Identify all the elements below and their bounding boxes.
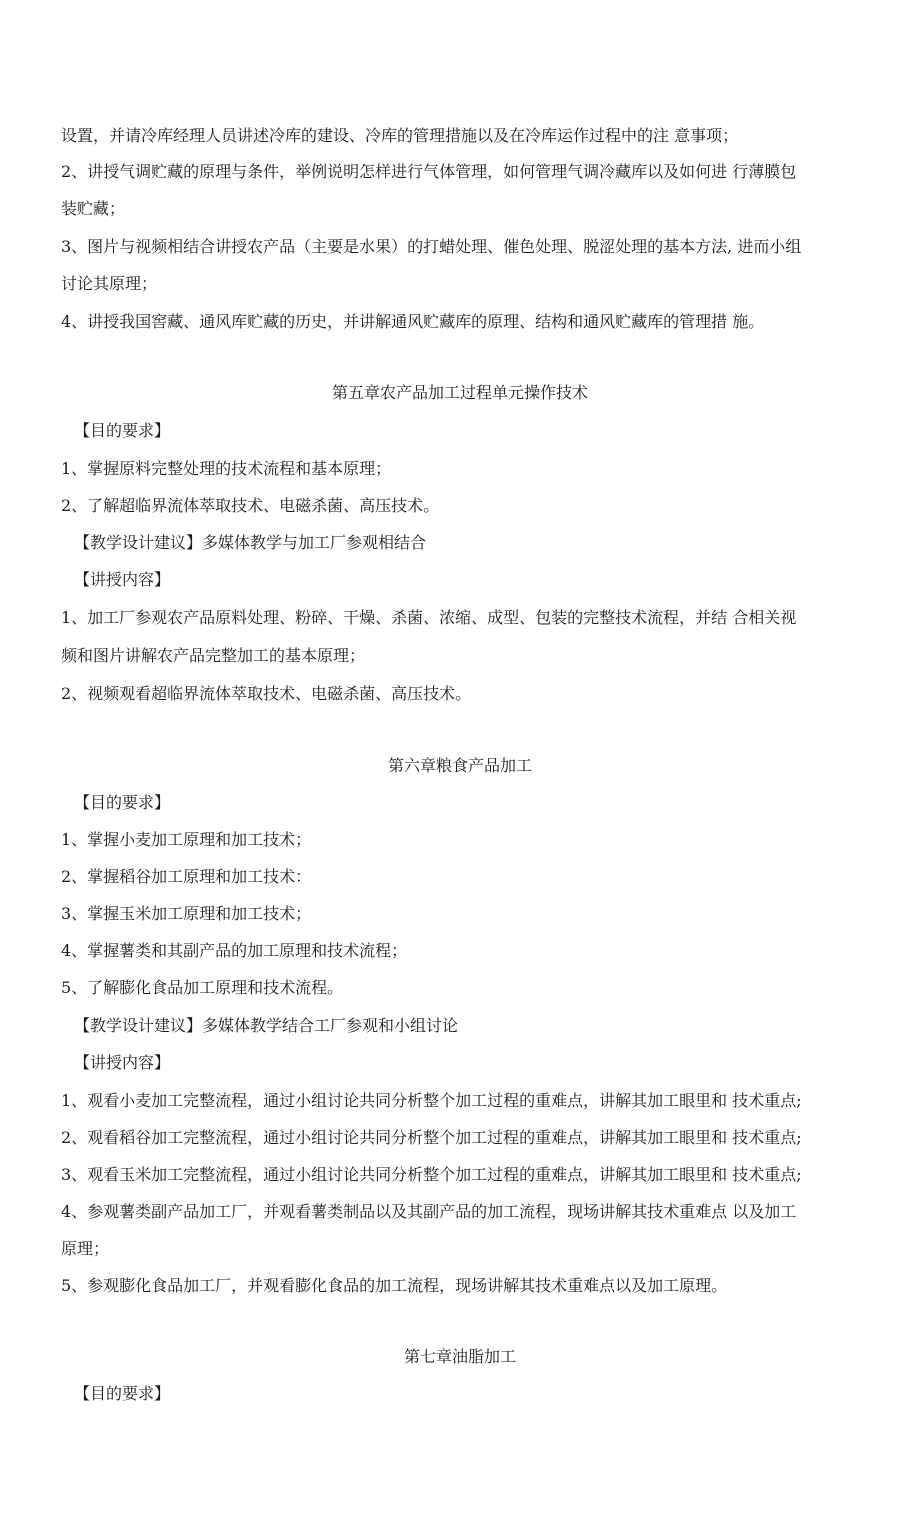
list-item: 2、掌握稻谷加工原理和加工技术： bbox=[61, 867, 312, 886]
paragraph-line: 3、图片与视频相结合讲授农产品（主要是水果）的打蜡处理、催色处理、脱涩处理的基本方法, 进而小组 bbox=[61, 237, 802, 256]
list-item: 5、参观膨化食品加工厂，并观看膨化食品的加工流程，现场讲解其技术重难点以及加工原理。 bbox=[61, 1276, 728, 1295]
list-item: 1、加工厂参观农产品原料处理、粉碎、干燥、杀菌、浓缩、成型、包装的完整技术流程，并结 合相关视 bbox=[61, 608, 797, 627]
section-label: 【讲授内容】 bbox=[74, 570, 171, 589]
paragraph-line: 4、讲授我国窖藏、通风库贮藏的历史，并讲解通风贮藏库的原理、结构和通风贮藏库的管理措 施。 bbox=[61, 312, 765, 331]
list-item: 2、了解超临界流体萃取技术、电磁杀菌、高压技术。 bbox=[61, 496, 440, 515]
chapter-heading: 第五章农产品加工过程单元操作技术 bbox=[331, 383, 588, 402]
list-item: 1、观看小麦加工完整流程，通过小组讨论共同分析整个加工过程的重难点，讲解其加工眼里和 技术重点; bbox=[61, 1091, 802, 1110]
list-item: 2、观看稻谷加工完整流程，通过小组讨论共同分析整个加工过程的重难点，讲解其加工眼里和 技术重点; bbox=[61, 1128, 802, 1147]
section-label: 【目的要求】 bbox=[74, 421, 171, 440]
section-label: 【讲授内容】 bbox=[74, 1053, 171, 1072]
section-label: 【目的要求】 bbox=[74, 793, 171, 812]
list-item: 频和图片讲解农产品完整加工的基本原理； bbox=[61, 646, 366, 665]
paragraph-line: 设置，并请冷库经理人员讲述冷库的建设、冷库的管理措施以及在冷库运作过程中的注 意事项； bbox=[61, 126, 739, 145]
section-label: 【目的要求】 bbox=[74, 1384, 171, 1403]
list-item: 1、掌握小麦加工原理和加工技术； bbox=[61, 830, 312, 849]
list-item: 1、掌握原料完整处理的技术流程和基本原理； bbox=[61, 459, 392, 478]
section-label: 【教学设计建议】多媒体教学结合工厂参观和小组讨论 bbox=[74, 1016, 459, 1035]
paragraph-line: 装贮藏； bbox=[61, 199, 126, 218]
section-label: 【教学设计建议】多媒体教学与加工厂参观相结合 bbox=[74, 533, 427, 552]
list-item: 4、参观薯类副产品加工厂，并观看薯类制品以及其副产品的加工流程，现场讲解其技术重难点 以及加工 bbox=[61, 1202, 797, 1221]
list-item: 3、观看玉米加工完整流程，通过小组讨论共同分析整个加工过程的重难点，讲解其加工眼里和 技术重点; bbox=[61, 1165, 802, 1184]
paragraph-line: 2、讲授气调贮藏的原理与条件，举例说明怎样进行气体管理，如何管理气调冷藏库以及如何进 行薄膜包 bbox=[61, 162, 797, 181]
list-item: 4、掌握薯类和其副产品的加工原理和技术流程； bbox=[61, 941, 408, 960]
chapter-heading: 第七章油脂加工 bbox=[403, 1347, 516, 1366]
list-item: 3、掌握玉米加工原理和加工技术； bbox=[61, 904, 312, 923]
list-item: 2、视频观看超临界流体萃取技术、电磁杀菌、高压技术。 bbox=[61, 684, 472, 703]
chapter-heading: 第六章粮食产品加工 bbox=[387, 756, 532, 775]
list-item: 5、了解膨化食品加工原理和技术流程。 bbox=[61, 978, 344, 997]
paragraph-line: 讨论其原理； bbox=[61, 274, 158, 293]
list-item: 原理； bbox=[61, 1239, 110, 1258]
